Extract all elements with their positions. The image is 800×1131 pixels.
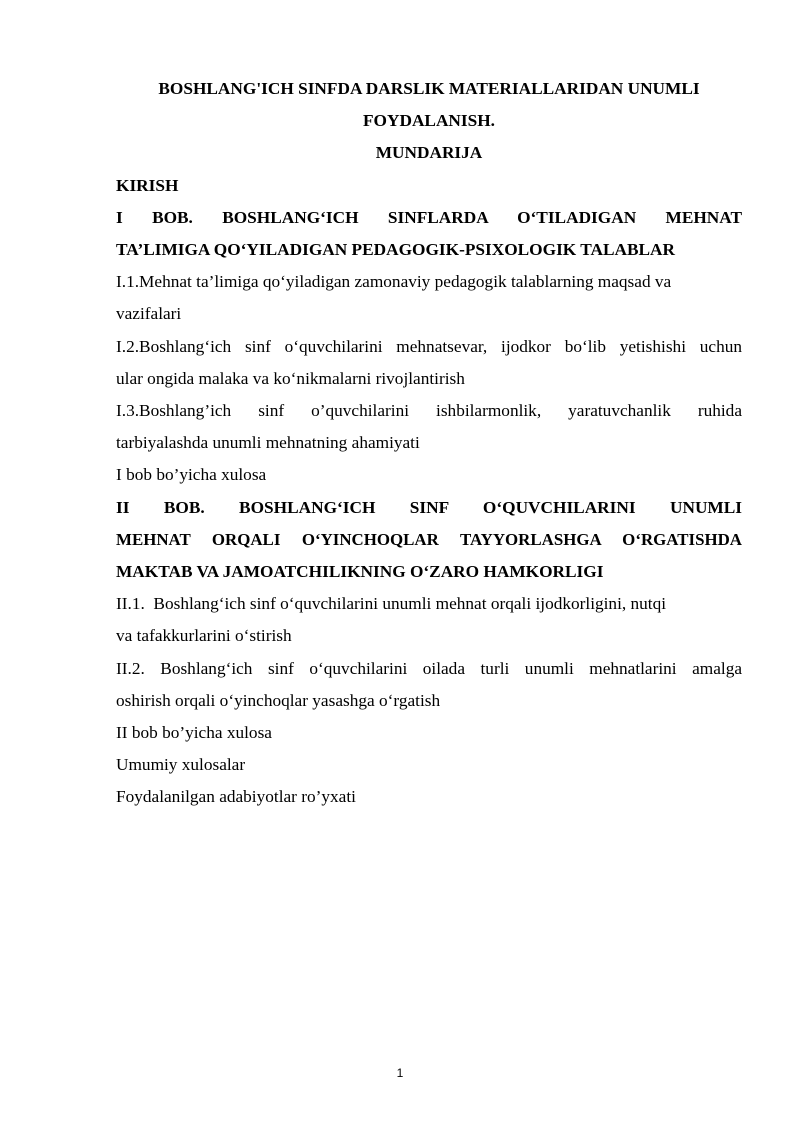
toc-entry-introduction: KIRISH [116, 175, 179, 195]
toc-entry-line: MAKTAB VA JAMOATCHILIKNING O‘ZARO HAMKORLIGI [116, 562, 604, 582]
toc-entry-chapter-2-conclusion: II bob bo’yicha xulosa [116, 723, 272, 743]
toc-entry-section-1-2 [116, 331, 742, 395]
toc-entry-line: I BOB. BOSHLANG‘ICH SINFLARDA O‘TILADIGAN MEHNAT [116, 207, 742, 227]
document-title-line-1: BOSHLANG'ICH SINFDA DARSLIK MATERIALLARIDAN UNUMLI [158, 79, 700, 98]
toc-entry-line: II BOB. BOSHLANG‘ICH SINF O‘QUVCHILARINI UNUMLI [116, 497, 742, 517]
toc-entry-chapter-1 [116, 202, 742, 266]
toc-entry-references: Foydalanilgan adabiyotlar ro’yxati [116, 787, 356, 807]
toc-entry-line: I.1.Mehnat ta’limiga qo‘yiladigan zamonaviy pedagogik talablarning maqsad va [116, 272, 672, 292]
toc-list [116, 170, 742, 814]
toc-entry-line: ular ongida malaka va ko‘nikmalarni rivojlantirish [116, 368, 465, 388]
toc-entry-line: va tafakkurlarini o‘stirish [116, 626, 292, 646]
toc-entry-section-1-1 [116, 266, 742, 330]
toc-entry-line: tarbiyalashda unumli mehnatning ahamiyati [116, 433, 420, 453]
toc-entry-line: I.3.Boshlang’ich sinf o’quvchilarini ishbilarmonlik, yaratuvchanlik ruhida [116, 401, 742, 421]
toc-entry-line: II.1. Boshlang‘ich sinf o‘quvchilarini unumli mehnat orqali ijodkorligini, nutqi [116, 594, 667, 614]
toc-entry-section-2-1 [116, 588, 742, 652]
toc-entry-general-conclusions: Umumiy xulosalar [116, 755, 246, 775]
toc-entry-line: TA’LIMIGA QO‘YILADIGAN PEDAGOGIK-PSIXOLOGIK TALABLAR [116, 240, 675, 260]
toc-entry-line: oshirish orqali o‘yinchoqlar yasashga o‘rgatish [116, 690, 441, 710]
toc-entry-line: II.2. Boshlang‘ich sinf o‘quvchilarini oilada turli unumli mehnatlarini amalga [116, 658, 742, 678]
toc-heading: MUNDARIJA [375, 143, 483, 163]
page-number: 1 [396, 1066, 404, 1080]
toc-entry-chapter-1-conclusion: I bob bo’yicha xulosa [116, 465, 267, 485]
document-page [116, 73, 742, 814]
toc-entry-line: MEHNAT ORQALI O‘YINCHOQLAR TAYYORLASHGA O‘RGATISHDA [116, 529, 742, 549]
toc-entry-line: I.2.Boshlang‘ich sinf o‘quvchilarini mehnatsevar, ijodkor bo‘lib yetishishi uchun [116, 336, 742, 356]
toc-entry-section-2-2 [116, 653, 742, 717]
toc-entry-section-1-3 [116, 395, 742, 459]
toc-entry-line: vazifalari [116, 304, 182, 324]
document-title-line-2: FOYDALANISH. [362, 111, 496, 131]
toc-entry-chapter-2 [116, 492, 742, 589]
